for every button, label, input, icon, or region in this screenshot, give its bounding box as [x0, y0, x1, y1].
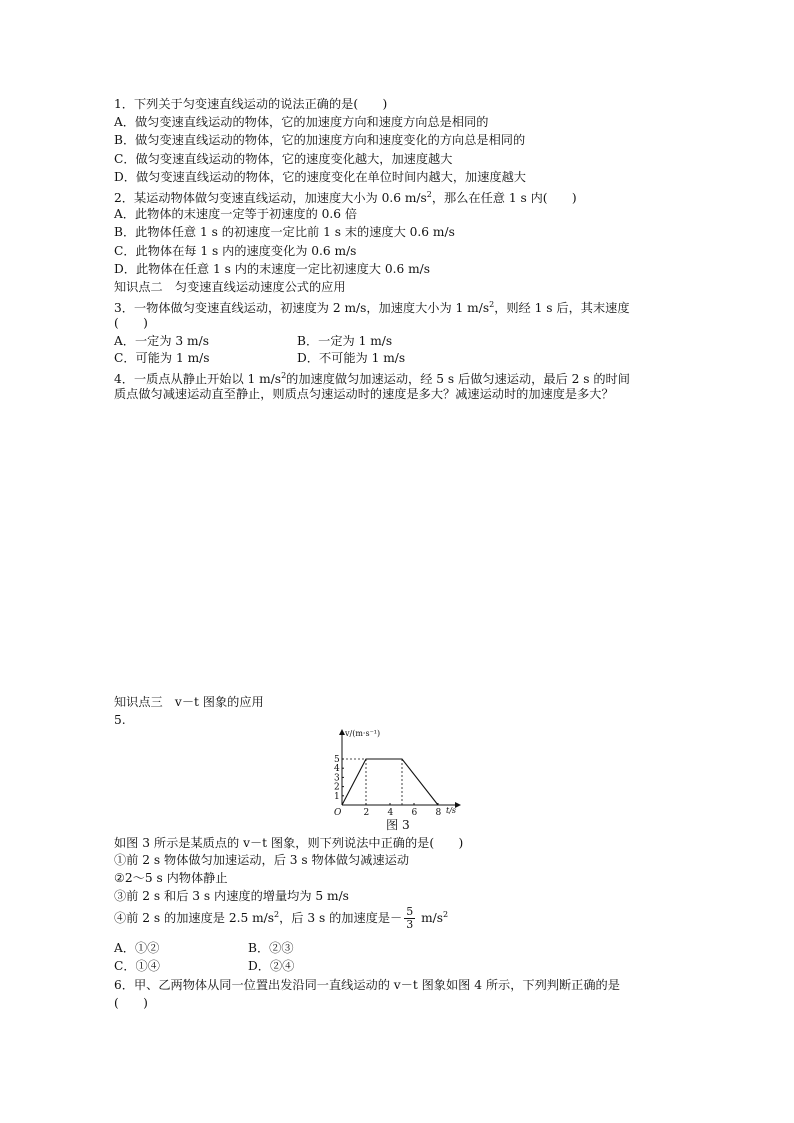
q3-option-b: B．一定为 1 m/s: [297, 334, 393, 348]
q5-option-a: A．①②: [114, 941, 160, 955]
q5-s4-sup: 2: [274, 910, 280, 919]
q2-option-c: C．此物体在每 1 s 内的速度变化为 0.6 m/s: [114, 244, 357, 258]
q5-option-d: D．②④: [248, 959, 295, 973]
q1-stem: 1．下列关于匀变速直线运动的说法正确的是( ): [114, 97, 388, 111]
x-tick-label: 8: [435, 808, 442, 818]
q1-option-d: D．做匀变速直线运动的物体，它的速度变化在单位时间内越大，加速度越大: [114, 170, 526, 184]
q5-s4-mid: ，后 3 s 的加速度是－: [279, 911, 403, 925]
q5-s4-pre: ④前 2 s 的加速度是 2.5 m/s: [114, 911, 274, 925]
q3-stem-post: ，则经 1 s 后，其末速度: [494, 301, 630, 315]
y-tick-label: 4: [334, 764, 340, 775]
axis-ticks: [334, 755, 442, 818]
x-tick-label: 2: [363, 808, 370, 818]
origin-label: O: [334, 808, 342, 818]
q5-s4-unit: m/s: [417, 911, 444, 925]
q2-option-d: D．此物体在任意 1 s 内的末速度一定比初速度大 0.6 m/s: [114, 262, 431, 276]
q5-statement-3: ③前 2 s 和后 3 s 内速度的增量均为 5 m/s: [114, 889, 349, 903]
fraction-numerator: 5: [406, 905, 414, 918]
q5-statement-1: ①前 2 s 物体做匀加速运动，后 3 s 物体做匀减速运动: [114, 853, 410, 867]
q2-stem-post: ，那么在任意 1 s 内( ): [431, 191, 577, 205]
x-axis-label: t/s: [446, 806, 457, 815]
q5-statement-2: ②2～5 s 内物体静止: [114, 871, 228, 885]
q5-statement-4: [114, 906, 448, 931]
x-tick-label: 6: [411, 808, 418, 818]
q3-stem: [114, 297, 630, 316]
q5-s4-unit-sup: 2: [443, 910, 449, 919]
q2-option-b: B．此物体任意 1 s 的初速度一定比前 1 s 末的速度大 0.6 m/s: [114, 225, 455, 239]
q3-option-a: A．一定为 3 m/s: [114, 334, 209, 348]
y-tick-label: 2: [334, 782, 340, 793]
vt-chart: [322, 724, 472, 832]
y-tick-label: 3: [334, 773, 340, 784]
q1-option-a: A．做匀变速直线运动的物体，它的加速度方向和速度方向总是相同的: [114, 115, 489, 129]
q6-line-2: ( ): [114, 996, 148, 1010]
y-axis-label: v/(m·s⁻¹): [345, 729, 381, 738]
q4-line-1-pre: 4．一质点从静止开始以 1 m/s: [114, 372, 282, 386]
figure-3-caption: 图 3: [386, 818, 410, 832]
q2-stem: [114, 187, 577, 206]
section-3-heading: 知识点三 v－t 图象的应用: [114, 695, 264, 709]
q2-stem-pre: 2．某运动物体做匀变速直线运动，加速度大小为 0.6 m/s: [114, 191, 427, 205]
section-2-heading: 知识点二 匀变速直线运动速度公式的应用: [114, 280, 346, 294]
q3-paren: ( ): [114, 316, 148, 330]
q6-line-1: 6．甲、乙两物体从同一位置出发沿同一直线运动的 v－t 图象如图 4 所示，下列判断正确的是: [114, 978, 620, 992]
x-tick-label: 4: [387, 808, 394, 818]
velocity-line: [342, 759, 438, 805]
y-tick-label: 5: [334, 755, 340, 765]
q5-option-b: B．②③: [248, 941, 294, 955]
q4-line-1-post: 的加速度做匀加速运动，经 5 s 后做匀速运动，最后 2 s 的时间: [286, 372, 630, 386]
q3-option-d: D．不可能为 1 m/s: [297, 351, 406, 365]
y-tick-label: 1: [334, 791, 340, 802]
q5-option-c: C．①④: [114, 959, 160, 973]
q5-stem: 如图 3 所示是某质点的 v－t 图象，则下列说法中正确的是( ): [114, 836, 464, 850]
q4-line-1-sup: 2: [281, 371, 287, 380]
q4-line-1: [114, 368, 630, 387]
fraction-five-thirds: [404, 906, 415, 931]
q3-stem-sup: 2: [489, 300, 495, 309]
fraction-denominator: 3: [406, 918, 414, 931]
dashed-guides: [342, 759, 402, 805]
q1-option-c: C．做匀变速直线运动的物体，它的速度变化越大，加速度越大: [114, 152, 453, 166]
q5-number: 5.: [114, 713, 126, 727]
q3-option-c: C．可能为 1 m/s: [114, 351, 210, 365]
q2-stem-sup: 2: [426, 190, 432, 199]
q3-stem-pre: 3．一物体做匀变速直线运动，初速度为 2 m/s，加速度大小为 1 m/s: [114, 301, 490, 315]
q1-option-b: B．做匀变速直线运动的物体，它的加速度方向和速度变化的方向总是相同的: [114, 133, 526, 147]
q2-option-a: A．此物体的末速度一定等于初速度的 0.6 倍: [114, 207, 358, 221]
q4-line-2: 质点做匀减速运动直至静止，则质点匀速运动时的速度是多大？减速运动时的加速度是多大？: [114, 387, 614, 401]
